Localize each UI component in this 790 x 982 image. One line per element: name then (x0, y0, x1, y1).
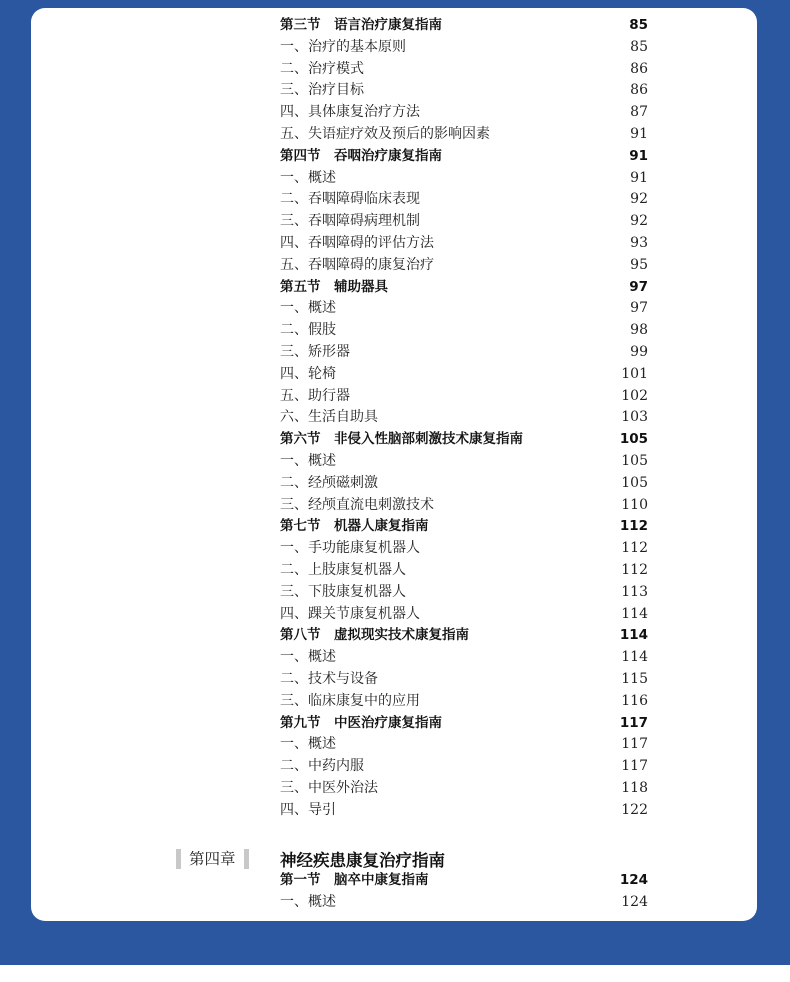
toc-entry-page: 112 (621, 561, 648, 578)
toc-section-row (280, 713, 648, 735)
chapter-table-of-contents (280, 870, 648, 914)
toc-item-row (280, 59, 648, 81)
toc-item-row (280, 407, 648, 429)
toc-entry-page: 86 (630, 82, 648, 99)
toc-item-row (280, 364, 648, 386)
toc-item-row (280, 298, 648, 320)
toc-entry-title: 第七节 机器人康复指南 (280, 518, 429, 535)
toc-item-row (280, 233, 648, 255)
toc-entry-page: 110 (621, 496, 648, 513)
toc-entry-page: 97 (629, 278, 648, 295)
toc-entry-page: 95 (630, 256, 648, 273)
toc-item-row (280, 560, 648, 582)
toc-entry-page: 92 (630, 191, 648, 208)
book-page (31, 8, 757, 921)
toc-item-row (280, 211, 648, 233)
toc-section-row (280, 429, 648, 451)
toc-section-row (280, 146, 648, 168)
toc-entry-page: 114 (621, 605, 648, 622)
toc-entry-title: 二、吞咽障碍临床表现 (280, 191, 420, 208)
toc-entry-page: 91 (630, 125, 648, 142)
toc-entry-page: 91 (630, 169, 648, 186)
toc-item-row (280, 320, 648, 342)
toc-item-row (280, 756, 648, 778)
toc-entry-title: 一、概述 (280, 893, 336, 910)
toc-item-row (280, 892, 648, 914)
toc-item-row (280, 538, 648, 560)
toc-entry-page: 116 (621, 692, 648, 709)
toc-entry-title: 一、概述 (280, 169, 336, 186)
toc-item-row (280, 124, 648, 146)
toc-section-row (280, 870, 648, 892)
toc-entry-page: 117 (619, 714, 648, 731)
toc-entry-page: 102 (621, 387, 648, 404)
toc-entry-page: 117 (621, 736, 648, 753)
toc-entry-title: 四、具体康复治疗方法 (280, 104, 420, 121)
toc-item-row (280, 189, 648, 211)
toc-entry-page: 117 (621, 758, 648, 775)
chapter-title: 神经疾患康复治疗指南 (280, 851, 445, 870)
toc-entry-title: 二、中药内服 (280, 758, 364, 775)
toc-item-row (280, 800, 648, 822)
toc-entry-page: 105 (619, 431, 648, 448)
toc-item-row (280, 451, 648, 473)
toc-entry-page: 114 (619, 627, 648, 644)
toc-entry-page: 114 (621, 649, 648, 666)
toc-entry-title: 第三节 语言治疗康复指南 (280, 17, 442, 33)
toc-entry-title: 一、手功能康复机器人 (280, 540, 420, 557)
toc-entry-page: 112 (621, 540, 648, 557)
toc-entry-title: 三、下肢康复机器人 (280, 583, 406, 600)
toc-entry-title: 第一节 脑卒中康复指南 (280, 872, 429, 888)
toc-entry-page: 97 (630, 300, 648, 317)
toc-entry-title: 四、轮椅 (280, 365, 336, 382)
toc-item-row (280, 734, 648, 756)
toc-entry-page: 99 (630, 343, 648, 360)
toc-entry-page: 124 (621, 893, 648, 910)
toc-entry-title: 二、治疗模式 (280, 60, 364, 77)
toc-entry-title: 四、踝关节康复机器人 (280, 605, 420, 622)
toc-entry-title: 第六节 非侵入性脑部刺激技术康复指南 (280, 431, 523, 448)
chapter-label: 第四章 (189, 850, 236, 868)
toc-entry-title: 一、概述 (280, 736, 336, 753)
toc-item-row (280, 778, 648, 800)
toc-item-row (280, 342, 648, 364)
toc-entry-title: 三、吞咽障碍病理机制 (280, 213, 420, 230)
toc-item-row (280, 168, 648, 190)
toc-section-row (280, 625, 648, 647)
chapter-label-box (176, 849, 249, 869)
toc-entry-title: 三、中医外治法 (280, 779, 378, 796)
toc-entry-page: 91 (629, 147, 648, 164)
toc-entry-title: 二、上肢康复机器人 (280, 561, 406, 578)
toc-entry-page: 113 (621, 583, 648, 600)
toc-item-row (280, 255, 648, 277)
toc-entry-title: 六、生活自助具 (280, 409, 378, 426)
toc-entry-title: 一、治疗的基本原则 (280, 38, 406, 55)
toc-entry-title: 一、概述 (280, 452, 336, 469)
toc-entry-title: 四、导引 (280, 801, 336, 818)
toc-entry-page: 86 (630, 60, 648, 77)
toc-entry-page: 122 (621, 801, 648, 818)
chapter-heading (176, 846, 648, 872)
toc-entry-title: 二、经颅磁刺激 (280, 474, 378, 491)
toc-entry-page: 101 (621, 365, 648, 382)
toc-entry-title: 五、失语症疗效及预后的影响因素 (280, 125, 490, 142)
toc-item-row (280, 102, 648, 124)
toc-entry-page: 85 (629, 17, 648, 33)
toc-entry-page: 87 (630, 104, 648, 121)
toc-entry-title: 二、技术与设备 (280, 670, 378, 687)
toc-entry-title: 一、概述 (280, 300, 336, 317)
toc-entry-page: 92 (630, 213, 648, 230)
toc-entry-title: 四、吞咽障碍的评估方法 (280, 234, 434, 251)
toc-entry-page: 124 (619, 872, 648, 888)
toc-entry-title: 三、治疗目标 (280, 82, 364, 99)
table-of-contents (280, 15, 648, 821)
toc-section-row (280, 516, 648, 538)
toc-item-row (280, 37, 648, 59)
toc-entry-page: 105 (621, 474, 648, 491)
toc-entry-page: 112 (619, 518, 648, 535)
toc-entry-title: 三、经颅直流电刺激技术 (280, 496, 434, 513)
toc-item-row (280, 473, 648, 495)
toc-entry-title: 三、临床康复中的应用 (280, 692, 420, 709)
toc-item-row (280, 691, 648, 713)
toc-entry-page: 103 (621, 409, 648, 426)
toc-section-row (280, 277, 648, 299)
toc-entry-title: 第八节 虚拟现实技术康复指南 (280, 627, 469, 644)
toc-section-row (280, 15, 648, 37)
toc-entry-page: 98 (630, 322, 648, 339)
toc-item-row (280, 386, 648, 408)
toc-item-row (280, 582, 648, 604)
toc-item-row (280, 604, 648, 626)
toc-item-row (280, 647, 648, 669)
toc-item-row (280, 495, 648, 517)
toc-entry-title: 第五节 辅助器具 (280, 278, 388, 295)
toc-entry-page: 115 (621, 670, 648, 687)
toc-entry-title: 五、助行器 (280, 387, 350, 404)
toc-entry-page: 105 (621, 452, 648, 469)
toc-entry-page: 93 (630, 234, 648, 251)
chapter-bar-right (244, 849, 249, 869)
toc-item-row (280, 80, 648, 102)
toc-entry-title: 第九节 中医治疗康复指南 (280, 714, 442, 731)
toc-entry-page: 118 (621, 779, 648, 796)
toc-item-row (280, 669, 648, 691)
toc-entry-page: 85 (630, 38, 648, 55)
toc-entry-title: 一、概述 (280, 649, 336, 666)
toc-entry-title: 三、矫形器 (280, 343, 350, 360)
toc-entry-title: 五、吞咽障碍的康复治疗 (280, 256, 434, 273)
toc-entry-title: 第四节 吞咽治疗康复指南 (280, 147, 442, 164)
toc-entry-title: 二、假肢 (280, 322, 336, 339)
